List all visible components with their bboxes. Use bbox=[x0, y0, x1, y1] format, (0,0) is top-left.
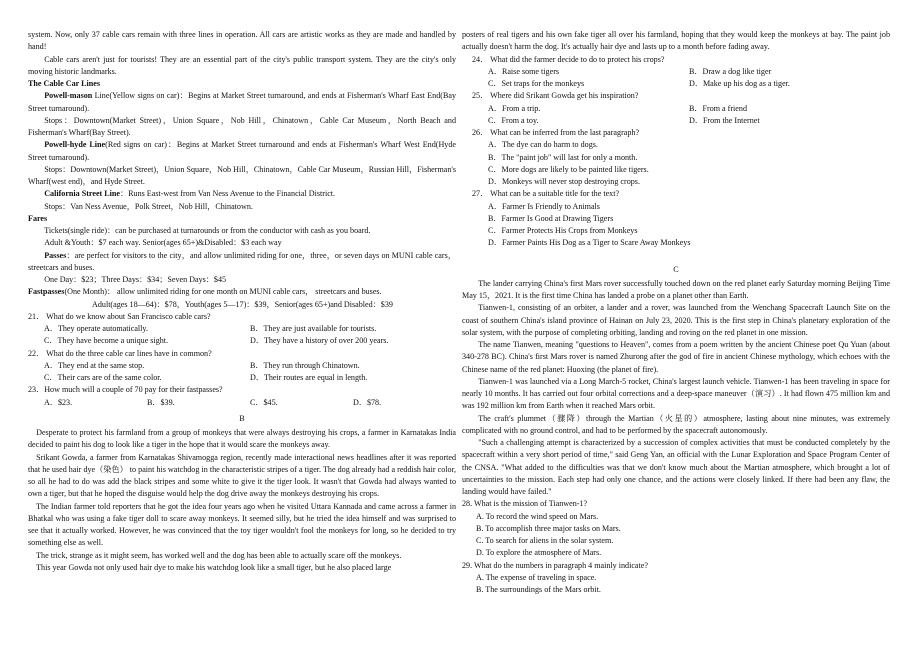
intro-continuation: system. Now, only 37 cable cars remain with three lines in operation. All cars are artistic works as they are made and handled by hand! bbox=[28, 30, 456, 52]
passage-b-paragraph-5: This year Gowda not only used hair dye to make his watchdog look like a small tiger, but he also placed large bbox=[36, 562, 392, 572]
q25-option-d[interactable]: D．From the Internet bbox=[689, 115, 760, 125]
q28-option-c[interactable]: C. To search for aliens in the solar system. bbox=[476, 536, 614, 545]
question-26-options bbox=[462, 139, 890, 188]
question-22-options bbox=[28, 360, 456, 385]
q27-option-b[interactable]: B．Farmer Is Good at Drawing Tigers bbox=[488, 213, 614, 223]
q21-option-c[interactable]: C．They have become a unique sight. bbox=[44, 336, 169, 346]
question-24-options bbox=[462, 66, 890, 91]
q22-option-c[interactable]: C．Their cars are of the same color. bbox=[44, 373, 162, 382]
cable-car-lines-heading: The Cable Car Lines bbox=[28, 79, 101, 88]
passage-c-paragraph-5: The craft's plummet（骤降）through the Martian（火星的）atmosphere, lasting about nine minutes, was extremely complicated with no ground control, and had to be performed by the spacecraft autonomously. bbox=[462, 413, 890, 435]
adult-youth-fares: Adult &Youth：$7 each way. Senior(ages 65+)&Disabled：$3 each way bbox=[44, 238, 282, 248]
q28-option-d[interactable]: D. To explore the atmosphere of Mars. bbox=[476, 548, 602, 558]
q23-option-d[interactable]: D．$78. bbox=[353, 397, 382, 407]
powell-hyde-line bbox=[28, 139, 456, 164]
passage-b-paragraph-3: The Indian farmer told reporters that he got the idea four years ago when he visited Uttara Kannada and came across a farmer in Bhatkal who was using a fake tiger doll to scare away monkeys. It seemed silly, but he tried the idea himself and was surprised to see that it actually worked. However, he was convinced that the toy tiger wouldn't fool the monkeys for long, so he decided to try something else as well. bbox=[28, 501, 456, 548]
section-b-heading: B bbox=[239, 413, 245, 423]
question-29: 29. What do the numbers in paragraph 4 mainly indicate? bbox=[462, 560, 648, 570]
powell-mason-stops: Stops：Downtown(Market Street)，Union Square，Nob Hill，Chinatown，Cable Car Museum，North Beach and Fisherman's Wharf(Bay Street). bbox=[28, 115, 456, 137]
question-21-options bbox=[28, 323, 456, 348]
fastpasses-desc: (One Month)： allow unlimited riding for one month on MUNI cable cars， streetcars and buses. bbox=[64, 287, 382, 297]
powell-mason-name: Powell-mason bbox=[44, 91, 93, 101]
q24-option-a[interactable]: A．Raise some tigers bbox=[488, 66, 560, 76]
question-23: 23．How much will a couple of 70 pay for their fastpasses? bbox=[28, 385, 223, 395]
q21-option-d[interactable]: D．They have a history of over 200 years. bbox=[250, 336, 389, 346]
section-c-heading: C bbox=[673, 264, 679, 274]
question-22: 22． What do the three cable car lines have in common? bbox=[28, 348, 212, 358]
q27-option-c[interactable]: C．Farmer Protects His Crops from Monkeys bbox=[488, 226, 638, 235]
q24-option-c[interactable]: C．Set traps for the monkeys bbox=[488, 79, 585, 88]
powell-hyde-stops: Stops：Downtown(Market Street)，Union Square，Nob Hill，Chinatown，Cable Car Museum，Russian Hill，Fisherman's Wharf(west end)，and Hyde Street. bbox=[28, 164, 456, 186]
passes-desc: ：are perfect for visitors to the city，and allow unlimited riding for one，three，or seven days on MUNI cable cars，streetcars and buses. bbox=[28, 250, 456, 272]
q23-option-a[interactable]: A．$23. bbox=[44, 397, 73, 407]
q26-option-b[interactable]: B．The "paint job" will last for only a month. bbox=[488, 152, 638, 162]
passes-text bbox=[28, 250, 456, 275]
fares-heading: Fares bbox=[28, 213, 48, 223]
left-column bbox=[28, 29, 456, 574]
q27-option-d[interactable]: D．Farmer Paints His Dog as a Tiger to Scare Away Monkeys bbox=[488, 238, 691, 248]
q21-option-b[interactable]: B．They are just available for tourists. bbox=[250, 324, 377, 333]
california-name: California Street Line bbox=[44, 189, 121, 199]
q26-option-a[interactable]: A．The dye can do harm to dogs. bbox=[488, 140, 598, 150]
question-23-options bbox=[28, 397, 456, 409]
question-21: 21． What do we know about San Francisco cable cars? bbox=[28, 311, 211, 321]
passage-c-paragraph-1: The lander carrying China's first Mars rover successfully touched down on the red planet early Saturday morning Beijing Time May 15，2021. It is the first time China has landed a probe on a planet other than Earth. bbox=[462, 278, 890, 300]
q29-option-b[interactable]: B. The surroundings of the Mars orbit. bbox=[476, 585, 601, 594]
right-column bbox=[462, 29, 890, 596]
q25-option-b[interactable]: B．From a friend bbox=[689, 103, 747, 113]
question-24: 24． What did the farmer decide to do to protect his crops? bbox=[472, 54, 665, 64]
q21-option-a[interactable]: A．They operate automatically. bbox=[44, 324, 148, 333]
passage-b-paragraph-2: Srikant Gowda, a farmer from Karnatakas Shivamogga region, recently made interactional news headlines after it was reported that he used hair dye（染色） to paint his watchdog in the characteristic stripes of a tiger. The dog already had a reddish hair color, so all he had to do was add the black stripes and some white to give it the tiger look. It wasn't that Gowda had always wanted to own a tiger, but that he hoped the disguise would help the dog drive away the monkeys destroying his crops. bbox=[28, 452, 456, 499]
powell-hyde-desc: (Red signs on car)：Begins at Market Street turnaround and ends at Fisherman's Wharf West End(Hyde Street turnaround). bbox=[28, 140, 456, 162]
q23-option-b[interactable]: B．$39. bbox=[147, 397, 175, 407]
pass-day-prices: One Day：$23；Three Days：$34；Seven Days：$45 bbox=[44, 275, 227, 284]
question-26: 26． What can be inferred from the last paragraph? bbox=[472, 128, 640, 137]
question-28: 28. What is the mission of Tianwen-1? bbox=[462, 499, 588, 509]
q28-option-b[interactable]: B. To accomplish three major tasks on Mars. bbox=[476, 523, 621, 533]
q23-option-c[interactable]: C．$45. bbox=[250, 397, 278, 407]
q22-option-b[interactable]: B．They run through Chinatown. bbox=[250, 360, 360, 370]
california-stops: Stops：Van Ness Avenue，Polk Street，Nob Hill，Chinatown. bbox=[44, 201, 253, 211]
question-27: 27． What can be a suitable title for the text? bbox=[472, 189, 620, 199]
q24-option-b[interactable]: B．Draw a dog like tiger bbox=[689, 66, 772, 76]
passage-c-paragraph-3: The name Tianwen, meaning "questions to Heaven", comes from a poem written by the ancient Chinese poet Qu Yuan (about 340-278 BC). China's first Mars rover is named Zhurong after the god of fire in ancient Chinese mythology, which echoes with the Chinese name of the red planet: Huoxing (the planet of fire). bbox=[462, 340, 890, 374]
question-29-options bbox=[462, 572, 890, 597]
q22-option-a[interactable]: A．They end at the same stop. bbox=[44, 360, 145, 370]
question-25-options bbox=[462, 103, 890, 128]
passage-b-paragraph-4: The trick, strange as it might seem, has worked well and the dog has been able to actually scare off the monkeys. bbox=[36, 550, 402, 560]
powell-mason-desc: Line(Yellow signs on car)：Begins at Market Street turnaround, and ends at Fisherman's Wharf East End(Bay Street turnaround). bbox=[28, 91, 456, 113]
question-28-options bbox=[462, 511, 890, 560]
passage-c-paragraph-2: Tianwen-1, consisting of an orbiter, a lander and a rover, was launched from the Wenchang Spacecraft Launch Site on the coast of southern China's island province of Hainan on July 23, 2020. This is the first step in China's planetary exploration of the solar system, with the purpose of completing orbiting, landing and roving on the red planet in one mission. bbox=[462, 303, 890, 337]
q28-option-a[interactable]: A. To record the wind speed on Mars. bbox=[476, 511, 599, 521]
question-25: 25． Where did Srikant Gowda get his inspiration? bbox=[472, 91, 639, 101]
q29-option-a[interactable]: A. The expense of traveling in space. bbox=[476, 572, 597, 582]
q25-option-a[interactable]: A．From a trip. bbox=[488, 103, 541, 113]
tickets-text: Tickets(single ride)：can be purchased at turnarounds or from the conductor with cash as you board. bbox=[44, 226, 371, 235]
q24-option-d[interactable]: D．Make up his dog as a tiger. bbox=[689, 79, 790, 88]
passage-c-paragraph-4: Tianwen-1 was launched via a Long March-5 rocket, China's largest launch vehicle. Tianwen-1 has been traveling in space for nearly 10 months. It has carried out four orbital corrections and a deep-space maneuver（演习）. It had flown 475 million km and was 192 million km from Earth when it reached Mars orbit. bbox=[462, 376, 890, 411]
california-desc: ：Runs East-west from Van Ness Avenue to the Financial District. bbox=[120, 189, 336, 199]
q26-option-c[interactable]: C．More dogs are likely to be painted like tigers. bbox=[488, 164, 649, 174]
q25-option-c[interactable]: C．From a toy. bbox=[488, 115, 539, 125]
passes-label: Passes bbox=[44, 250, 67, 260]
passage-c-paragraph-6: "Such a challenging attempt is characterized by a succession of complex activities that must be conducted completely by the spacecraft within a very short period of time," said Geng Yan, an official with the Lunar Exploration and Space Program Center of the CNSA. "What added to the difficulties was that we don't know much about the Martian atmosphere, which brought a lot of uncertainties to the mission. Each step had only one chance, and the actions were closely linked. If there had been any flaw, the landing would have failed." bbox=[462, 438, 890, 496]
fastpasses-text bbox=[28, 286, 456, 298]
powell-hyde-name: Powell-hyde Line bbox=[44, 140, 106, 150]
q27-option-a[interactable]: A．Farmer Is Friendly to Animals bbox=[488, 201, 600, 211]
fastpass-prices: Adult(ages 18—64)：$78，Youth(ages 5—17)：$39，Senior(ages 65+)and Disabled：$39 bbox=[92, 299, 393, 309]
question-27-options bbox=[462, 201, 890, 250]
california-line bbox=[28, 188, 456, 200]
q22-option-d[interactable]: D．Their routes are equal in length. bbox=[250, 373, 368, 382]
intro-paragraph-2: Cable cars aren't just for tourists! They are an essential part of the city's public transport system. They are the city's only moving historic landmarks. bbox=[28, 54, 456, 76]
q26-option-d[interactable]: D．Monkeys will never stop destroying crops. bbox=[488, 177, 640, 186]
passage-b-continuation: posters of real tigers and his own fake tiger all over his farmland, hoping that they would keep the monkeys at bay. The paint job actually doesn't harm the dog. It's actually hair dye and lasts up to a month before fading away. bbox=[462, 30, 890, 52]
passage-b-paragraph-1: Desperate to protect his farmland from a group of monkeys that were always destroying his crops, a farmer in Karnatakas India decided to paint his dog to look like a tiger in the hope that it would scare the monkeys away. bbox=[28, 428, 456, 450]
fastpasses-label: Fastpasses bbox=[28, 287, 65, 297]
powell-mason-line bbox=[28, 90, 456, 115]
